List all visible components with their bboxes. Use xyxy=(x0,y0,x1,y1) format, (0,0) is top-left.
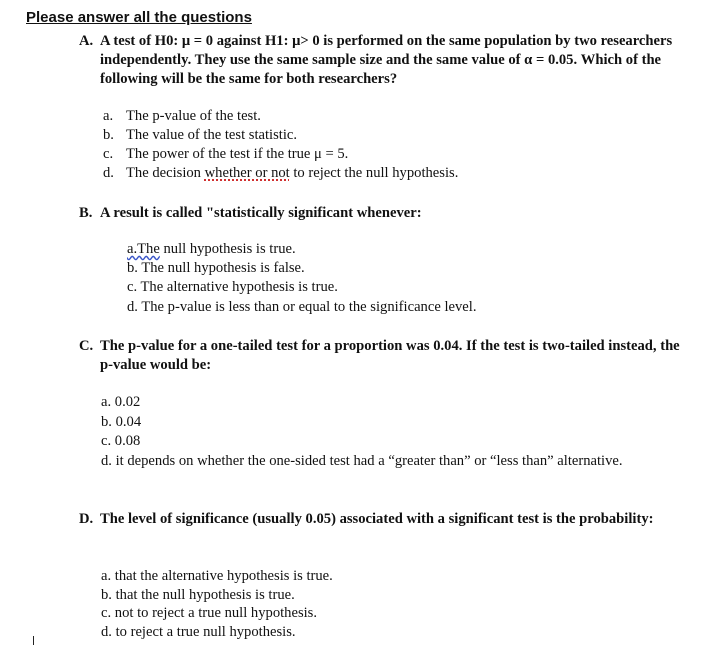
question-a-letter: A. xyxy=(79,33,94,49)
question-d xyxy=(79,510,679,529)
option-b-c xyxy=(127,278,476,297)
question-c-options xyxy=(101,393,661,470)
question-d-text: The level of significance (usually 0.05) associated with a significant test is the probability: xyxy=(100,511,654,527)
option-text: d. The p-value is less than or equal to the significance level. xyxy=(127,298,477,315)
question-a xyxy=(79,32,679,89)
option-text: b. The null hypothesis is false. xyxy=(127,259,305,276)
option-label: a. xyxy=(103,108,114,124)
option-d-b xyxy=(101,586,333,605)
question-b xyxy=(79,204,679,223)
question-b-letter: B. xyxy=(79,205,93,221)
option-c-b xyxy=(101,413,661,432)
question-c-text: The p-value for a one-tailed test for a proportion was 0.04. If the test is two-tailed instead, the p-value would be: xyxy=(100,338,680,373)
option-c-c xyxy=(101,432,661,451)
option-text: The p-value of the test. xyxy=(126,108,261,124)
option-text: c. The alternative hypothesis is true. xyxy=(127,279,338,296)
option-text-pre: The decision xyxy=(126,164,205,181)
option-text: c. not to reject a true null hypothesis. xyxy=(101,605,318,622)
option-text: d. to reject a true null hypothesis. xyxy=(101,623,296,640)
option-d-d xyxy=(101,623,333,642)
question-d-letter: D. xyxy=(79,511,94,527)
option-c-d xyxy=(101,452,661,471)
question-c xyxy=(79,337,689,375)
option-text: null hypothesis is true. xyxy=(159,241,296,257)
question-c-letter: C. xyxy=(79,338,94,354)
option-d-a xyxy=(101,567,333,586)
question-a-text: A test of H0: μ = 0 against H1: μ> 0 is performed on the same population by two researchers independently. They use the same sample size and the same value of α = 0.05. Which of the following will be the same for both researchers? xyxy=(100,33,673,87)
option-c-a xyxy=(101,393,661,412)
option-a-d xyxy=(103,164,458,183)
option-text: b. 0.04 xyxy=(101,413,142,430)
option-text: c. 0.08 xyxy=(101,433,141,450)
option-text: The power of the test if the true μ = 5. xyxy=(126,146,349,163)
question-b-options xyxy=(127,240,476,316)
option-label: c. xyxy=(103,146,114,163)
page-heading: Please answer all the questions xyxy=(26,9,252,26)
option-text: b. that the null hypothesis is true. xyxy=(101,586,295,603)
option-a-a xyxy=(103,107,458,126)
text-cursor-mark xyxy=(33,636,34,645)
option-text: a. that the alternative hypothesis is true. xyxy=(101,568,333,584)
option-a-b xyxy=(103,126,458,145)
option-label: d. xyxy=(103,164,114,181)
spell-marked-text: a.The xyxy=(127,241,160,257)
grammar-marked-text: whether or not xyxy=(204,164,290,181)
question-a-options xyxy=(103,107,458,182)
option-text xyxy=(103,165,458,181)
question-d-options xyxy=(101,567,333,641)
option-text: The value of the test statistic. xyxy=(126,126,298,143)
option-b-a xyxy=(127,240,476,259)
option-text: d. it depends on whether the one-sided test had a “greater than” or “less than” alternative. xyxy=(101,452,623,469)
option-label: b. xyxy=(103,126,114,143)
option-b-b xyxy=(127,259,476,278)
option-text: a. 0.02 xyxy=(101,394,141,410)
option-a-c xyxy=(103,145,458,164)
option-text-post: to reject the null hypothesis. xyxy=(289,164,459,181)
option-b-d xyxy=(127,298,476,317)
question-b-text: A result is called "statistically significant whenever: xyxy=(100,205,422,221)
option-d-c xyxy=(101,604,333,623)
